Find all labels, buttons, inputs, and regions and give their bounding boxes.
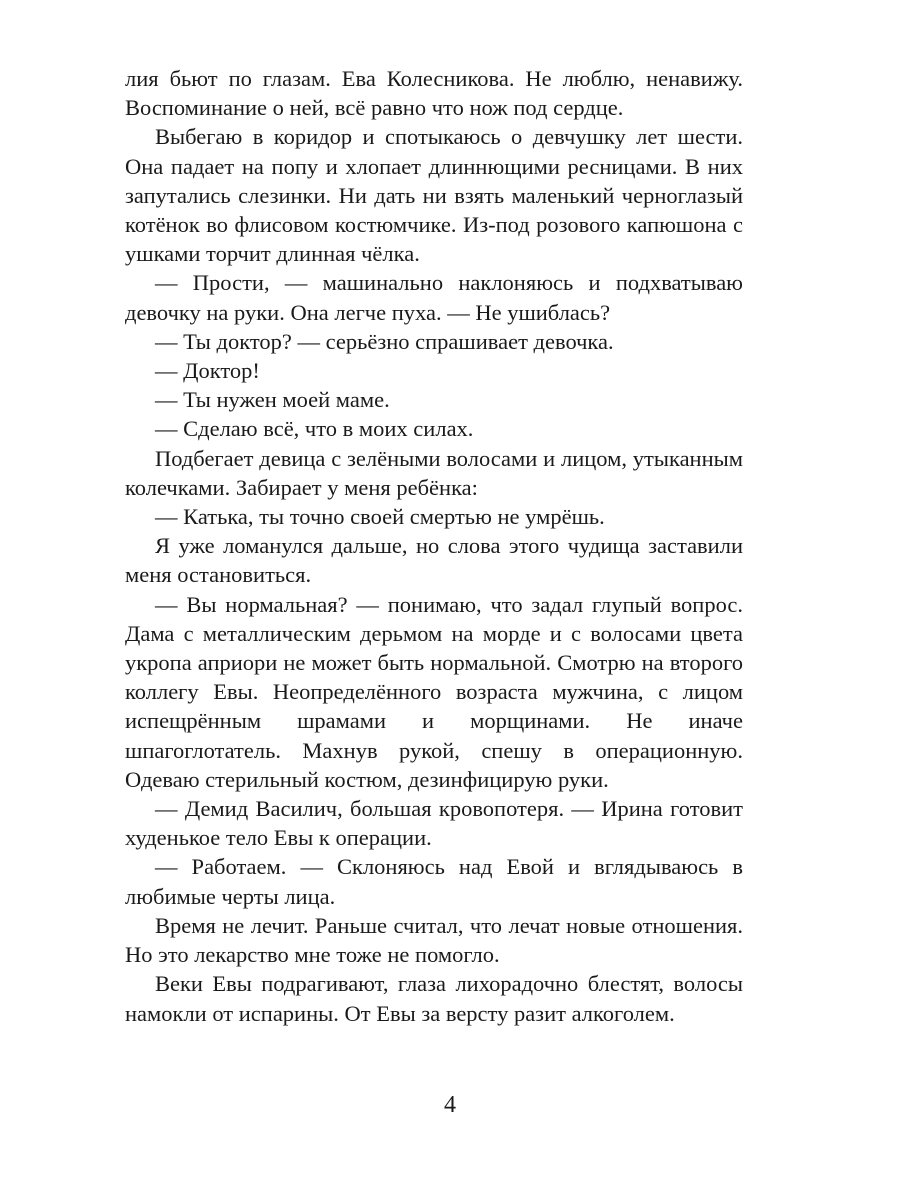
paragraph: — Ты доктор? — серьёзно спрашивает девочка. xyxy=(155,328,614,354)
paragraph: — Работаем. — Склоняюсь над Евой и вглядываюсь в любимые черты лица. xyxy=(125,854,743,909)
paragraph: — Вы нормальная? — понимаю, что задал глупый вопрос. Дама с металлическим дерьмом на морде и с волосами цвета укропа априори не может быть нормальной. Смотрю на второго коллегу Евы. Неопределённого возраста мужчина, с лицом испещрённым шрамами и морщинами. Не иначе шпагоглотатель. Махнув рукой, спешу в операционную. Одеваю стерильный костюм, дезинфицирую руки. xyxy=(125,591,743,792)
paragraph: — Прости, — машинально наклоняюсь и подхватываю девочку на руки. Она легче пуха. — Не ушиблась? xyxy=(125,270,743,325)
paragraph: — Сделаю всё, что в моих силах. xyxy=(155,416,474,442)
page-number: 4 xyxy=(444,1092,456,1118)
paragraph: Время не лечит. Раньше считал, что лечат новые отношения. Но это лекарство мне тоже не помогло. xyxy=(125,912,743,968)
paragraph: Выбегаю в коридор и спотыкаюсь о девчушку лет шести. Она падает на попу и хлопает длиннющими ресницами. В них запутались слезинки. Ни дать ни взять маленький черноглазый котёнок во флисовом костюмчике. Из-под розового капюшона с ушками торчит длинная чёлка. xyxy=(125,124,743,267)
page-body xyxy=(125,64,743,1028)
paragraph: — Ты нужен моей маме. xyxy=(155,387,390,413)
paragraph: — Демид Василич, большая кровопотеря. — Ирина готовит худенькое тело Евы к операции. xyxy=(125,796,743,851)
paragraph: лия бьют по глазам. Ева Колесникова. Не люблю, ненавижу. Воспоминание о ней, всё равно что нож под сердце. xyxy=(125,66,743,121)
paragraph: Я уже ломанулся дальше, но слова этого чудища заставили меня остановиться. xyxy=(125,533,743,588)
paragraph: Подбегает девица с зелёными волосами и лицом, утыканным колечками. Забирает у меня ребёнка: xyxy=(125,445,743,500)
paragraph: — Катька, ты точно своей смертью не умрёшь. xyxy=(155,504,605,530)
paragraph: — Доктор! xyxy=(155,358,260,384)
paragraph: Веки Евы подрагивают, глаза лихорадочно блестят, волосы намокли от испарины. От Евы за версту разит алкоголем. xyxy=(125,971,743,1026)
